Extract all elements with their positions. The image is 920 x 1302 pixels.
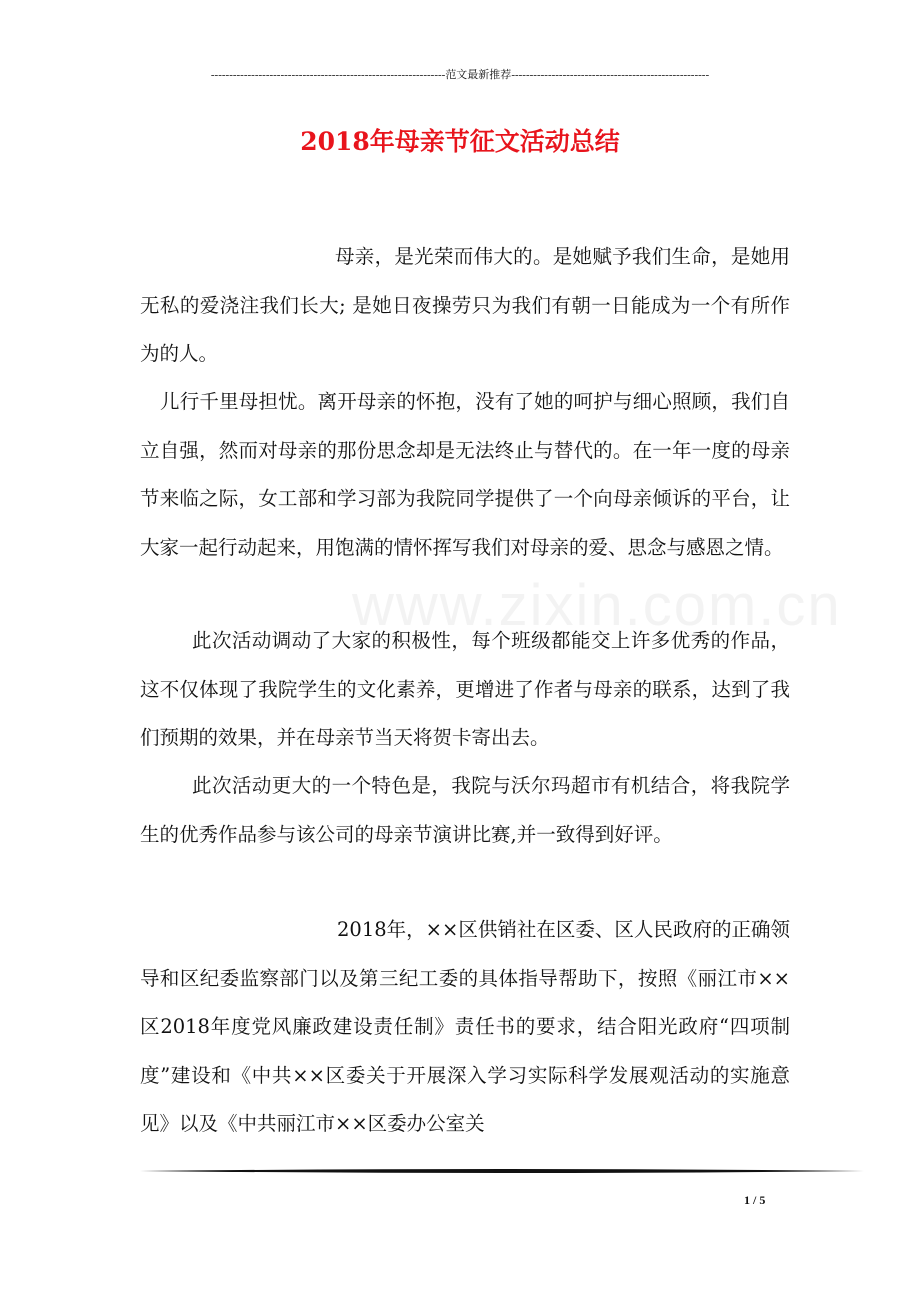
document-title: 2018年母亲节征文活动总结 — [300, 127, 620, 156]
footer-rule — [140, 1168, 864, 1174]
paragraph-4: 此次活动更大的一个特色是，我院与沃尔玛超市有机结合，将我院学生的优秀作品参与该公司的母亲节演讲比赛,并一致得到好评。 — [140, 774, 790, 846]
page-number: 1 / 5 — [744, 1193, 766, 1207]
header-right-dashes: ------------------------------------------------------ — [511, 69, 710, 81]
paragraph-5: 2018年，××区供销社在区委、区人民政府的正确领导和区纪委监察部门以及第三纪工委的具体指导帮助下，按照《丽江市××区2018年度党风廉政建设责任制》责任书的要求，结合阳光政府“四项制度”建设和《中共××区委关于开展深入学习实际科学发展观活动的实施意见》以及《中共丽江市××区委办公室关 — [140, 918, 790, 1135]
paragraph-3: 此次活动调动了大家的积极性，每个班级都能交上许多优秀的作品，这不仅体现了我院学生的文化素养，更增进了作者与母亲的联系，达到了我们预期的效果，并在母亲节当天将贺卡寄出去。 — [140, 629, 790, 749]
header-left-dashes: ---------------------------------------------------------------- — [210, 69, 446, 81]
paragraph-2: 儿行千里母担忧。离开母亲的怀抱，没有了她的呵护与细心照顾，我们自立自强，然而对母亲的那份思念却是无法终止与替代的。在一年一度的母亲节来临之际，女工部和学习部为我院同学提供了一个向母亲倾诉的平台，让大家一起行动起来，用饱满的情怀挥写我们对母亲的爱、思念与感恩之情。 — [140, 390, 790, 559]
header-dashed-line — [140, 66, 780, 82]
paragraph-1: 母亲，是光荣而伟大的。是她赋予我们生命，是她用无私的爱浇注我们长大; 是她日夜操劳只为我们有朝一日能成为一个有所作为的人。 — [140, 245, 790, 365]
header-label: 范文最新推荐 — [445, 69, 512, 81]
watermark: www.zixin.com.cn — [352, 573, 842, 638]
